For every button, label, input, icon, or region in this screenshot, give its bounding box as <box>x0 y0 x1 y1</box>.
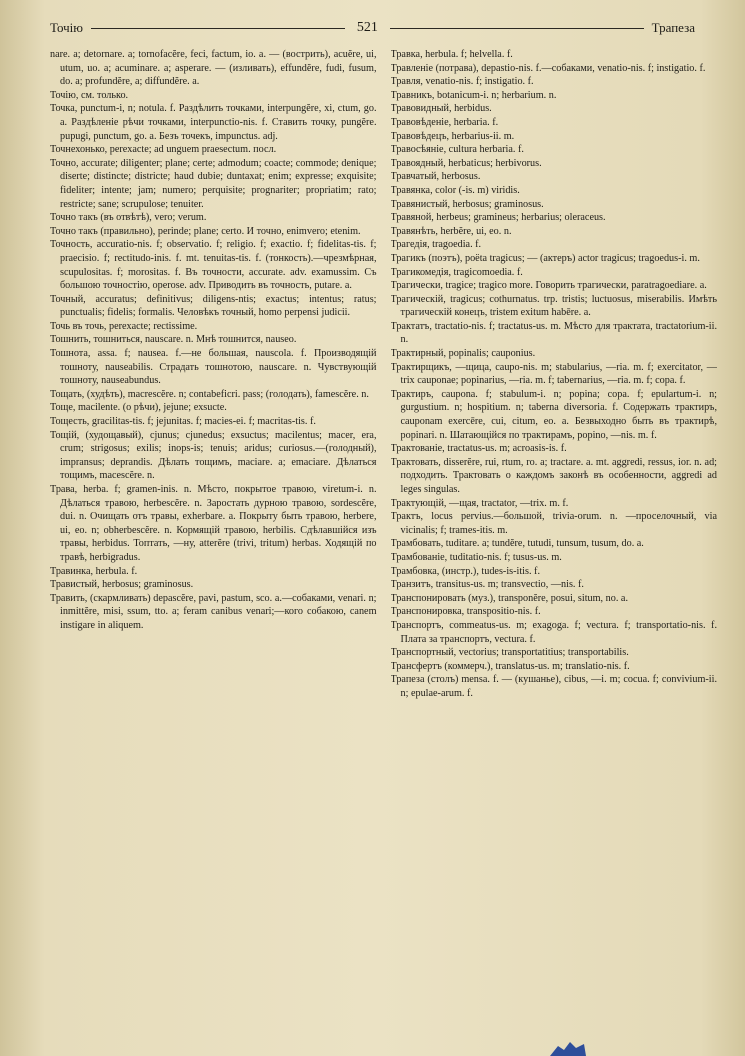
dictionary-entry: Трактирщикъ, —щица, caupo-nis. m; stabularius, —ria. m. f; exercitator, —trix cauponae; popinarius, —ria. m. f; tabernarius, —ria. m. f; copa. f. <box>390 361 717 387</box>
dictionary-entry: Травленіе (потрава), depastio-nis. f.—собаками, venatio-nis. f; instigatio. f. <box>390 62 706 74</box>
dictionary-entry: Травянка, color (-is. m) viridis. <box>390 184 520 196</box>
dictionary-entry: Тощесть, gracilitas-tis. f; jejunitas. f; macies-ei. f; macritas-tis. f. <box>50 416 316 428</box>
dictionary-entry: Транзитъ, transitus-us. m; transvectio, —nis. f. <box>390 579 584 591</box>
dictionary-entry: Трагикъ (поэтъ), poëta tragicus; — (актеръ) actor tragicus; tragoedus-i. m. <box>390 252 700 264</box>
dictionary-entry: Точность, accuratio-nis. f; observatio. f; religio. f; exactio. f; fidelitas-tis. f; praecisio. f; rectitudo-inis. f. mt. tenuitas-tis. f. (тонкость).—чрезмѣрная, scupulositas. f; morositas. f. Въ точности, accurate. adv. examussim. Съ большою точностію, operose. adv. Приводить въ точность, putare. a. <box>50 239 377 292</box>
dictionary-entry: Травосѣяніе, cultura herbaria. f. <box>390 144 524 156</box>
dictionary-entry: Трагедія, tragoedia. f. <box>390 239 482 251</box>
dictionary-entry: Травовѣдецъ, herbarius-ii. m. <box>390 130 515 142</box>
dictionary-entry: Трава, herba. f; gramen-inis. n. Мѣсто, покрытое травою, viretum-i. n. Дѣлаться травою, herbescĕre. n. Заростать дурною травою, sordescĕre, dui. n. Очищать отъ травы, exherbare. a. Покрыту быть травою, herbere, ui, eo. n; obherbescĕre. n. Кормящій травою, herbilis. Сдѣлавшійся изъ травы, herbidus. Топтать, —ну, atterĕre (trivi, tritum) herbas. Ходящій по травѣ, herbigradus. <box>50 484 377 563</box>
dictionary-entry: Тощій, (худощавый), cjunus; cjunedus; exsuctus; macilentus; macer, era, crum; strigosus; exilis; inops-is; tenuis; aridus; curiosus.—(голодный), impransus; deprandis. Дѣлать тощимъ, maciare. a; emaciare. Дѣлаться тощимъ, macescĕre. n. <box>50 429 377 482</box>
dictionary-entry: Транспортъ, commeatus-us. m; exagoga. f; vectura. f; transportatio-nis. f. Плата за транспортъ, vectura. f. <box>390 619 717 645</box>
dictionary-entry: Тошнить, тошниться, nauscare. n. Мнѣ тошнится, nauseo. <box>50 334 297 346</box>
dictionary-entry: Тошнота, assa. f; nausea. f.—не большая, nauscola. f. Производящій тошноту, nauseabilis. Страдать тошнотою, nauscare. n. Чувствующій тошноту, nauseabundus. <box>50 348 377 387</box>
dictionary-entry: Трактирный, popinalis; cauponius. <box>390 348 536 360</box>
dictionary-entry: Трапеза (столъ) mensa. f. — (кушанье), cibus, —i. m; cocua. f; convivium-ii. n; epulae-arum. f. <box>390 674 717 699</box>
dictionary-entry: Травля, venatio-nis. f; instigatio. f. <box>390 76 534 88</box>
header-left-word: Точію <box>50 20 83 35</box>
dictionary-entry: Трактатъ, tractatio-nis. f; tractatus-us. m. Мѣсто для трактата, tractatorium-ii. n. <box>390 320 717 346</box>
dictionary-entry: nare. a; detornare. a; tornofacĕre, feci, factum, io. a. — (вострить), acuĕre, ui, utum, uo. a; acuminare. a; asperare. — (изливать), effundĕre, fudi, fusum, do. a; profundĕre, a; diffundĕre. a. <box>50 49 377 88</box>
dictionary-entry: Трамбовать, tuditare. a; tundĕre, tutudi, tunsum, tusum, do. a. <box>390 538 644 550</box>
dictionary-entry: Травянѣть, herbĕre, ui, eo. n. <box>390 225 512 237</box>
dictionary-entry: Травянистый, herbosus; graminosus. <box>390 198 544 210</box>
dictionary-entry: Травоядный, herbaticus; herbivorus. <box>390 157 542 169</box>
dictionary-entry: Трагически, tragice; tragico more. Говорить трагически, paratragoediare. a. <box>390 280 707 292</box>
dictionary-entry: Трактъ, locus pervius.—большой, trivia-orum. n. —проселочный, via vicinalis; f; trames-itis. m. <box>390 511 717 536</box>
dictionary-entry: Трагическій, tragicus; cothurnatus. trp. tristis; luctuosus, miserabilis. Имѣть трагическій конецъ, tristem exitum habēre. a. <box>390 293 717 319</box>
dictionary-entry: Трамбовка, (инстр.), tudes-is-itis. f. <box>390 565 540 577</box>
dictionary-entry: Транспонировать (муз.), transponĕre, posui, situm, no. a. <box>390 592 629 604</box>
dictionary-entry: Тощать, (худѣть), macrescĕre. n; contabeficri. pass; (голодать), famescĕre. n. <box>50 388 369 400</box>
header-right-word: Трапеза <box>651 20 695 35</box>
dictionary-entry: Травка, herbula. f; helvella. f. <box>390 49 513 60</box>
dictionary-entry: Точнехонько, perexacte; ad unguem praesectum. посл. <box>50 144 277 156</box>
dictionary-entry: Травить, (скармливать) depascĕre, pavi, pastum, sco. a.—собаками, venari. n; inmittĕre, misi, ssum, tto. a; feram canibus venari;—кого собакою, canem instigare in aliquem. <box>50 592 377 631</box>
dictionary-entry: Трактовать, disserĕre, rui, rtum, ro. a; tractare. a. mt. aggredi, ressus, ior. n. ad; подходить. Трактовать о каждомъ законѣ въ особенности, aggredi ad leges singulas. <box>390 456 717 495</box>
text-columns <box>50 48 717 1026</box>
dictionary-entry: Точію, см. только. <box>50 89 129 101</box>
dictionary-entry: Точно такъ (правильно), perinde; plane; certo. И точно, enimvero; etenim. <box>50 225 361 237</box>
left-column <box>50 48 377 1026</box>
dictionary-entry: Трактующій, —щая, tractator, —trix. m. f. <box>390 497 569 509</box>
dictionary-entry: Тоще, macilente. (о рѣчи), jejune; exsucte. <box>50 402 227 414</box>
dictionary-entry: Транспортный, vectorius; transportatitius; transportabilis. <box>390 647 629 659</box>
dictionary-entry: Транспонировка, transpositio-nis. f. <box>390 606 541 618</box>
running-header <box>50 16 695 40</box>
dictionary-entry: Травчатый, herbosus. <box>390 171 481 183</box>
dictionary-entry: Травистый, herbosus; graminosus. <box>50 579 194 591</box>
dictionary-entry: Травовидный, herbidus. <box>390 103 492 115</box>
dictionary-entry: Трамбованіе, tuditatio-nis. f; tusus-us. m. <box>390 551 562 563</box>
dictionary-entry: Трансфертъ (коммерч.), translatus-us. m; translatio-nis. f. <box>390 660 630 672</box>
page-number: 521 <box>356 20 378 35</box>
dictionary-entry: Травникъ, botanicum-i. n; herbarium. n. <box>390 89 557 101</box>
dictionary-entry: Точь въ точь, perexacte; rectissime. <box>50 320 198 332</box>
header-rule-right <box>390 28 644 29</box>
dictionary-entry: Точно, accurate; diligenter; plane; certe; admodum; coacte; commode; denique; diserte; distincte; districte; haud dubie; duntaxat; enim; expresse; exquisite; fideliter; intente; jam; numero; perquisite; prognariter; propriatim; rato; restricte; sane; scrupulose; tenuiter. <box>50 157 377 210</box>
dictionary-entry: Травинка, herbula. f. <box>50 565 138 577</box>
dictionary-entry: Трактиръ, caupona. f; stabulum-i. n; popina; copa. f; epulartum-i. n; gurgustium. n; hospitium. n; taberna diversoria. f. Содержать трактиръ, cauponam exercēre, cui, citum, eo. a. Безвыходно быть въ трактирѣ, popinari. n. Шатающійся по трактирамъ, popino, —nis. m. f. <box>390 388 717 441</box>
dictionary-entry: Точка, punctum-i, n; notula. f. Раздѣлить точками, interpungĕre, xi, ctum, go. a. Раздѣленіе рѣчи точками, interpunctio-nis. f. Ставить точку, pungĕre. pupugi, punctum, go. a. Безъ точекъ, impunctus. adj. <box>50 103 377 142</box>
dictionary-entry: Травяной, herbeus; gramineus; herbarius; oleraceus. <box>390 212 606 224</box>
library-stamp-mark <box>548 1038 588 1056</box>
dictionary-entry: Травовѣденіе, herbaria. f. <box>390 116 499 128</box>
dictionary-entry: Трагикомедія, tragicomoedia. f. <box>390 266 523 278</box>
dictionary-entry: Точно такъ (въ отвѣтѣ), vero; verum. <box>50 212 207 224</box>
dictionary-entry: Точный, accuratus; definitivus; diligens-ntis; exactus; intentus; ratus; punctualis; fidelis; formalis. Человѣкъ точный, homo perpensi judicii. <box>50 293 377 319</box>
right-column <box>391 48 718 1026</box>
header-rule-left <box>91 28 345 29</box>
dictionary-entry: Трактованіе, tractatus-us. m; acroasis-is. f. <box>390 443 567 455</box>
